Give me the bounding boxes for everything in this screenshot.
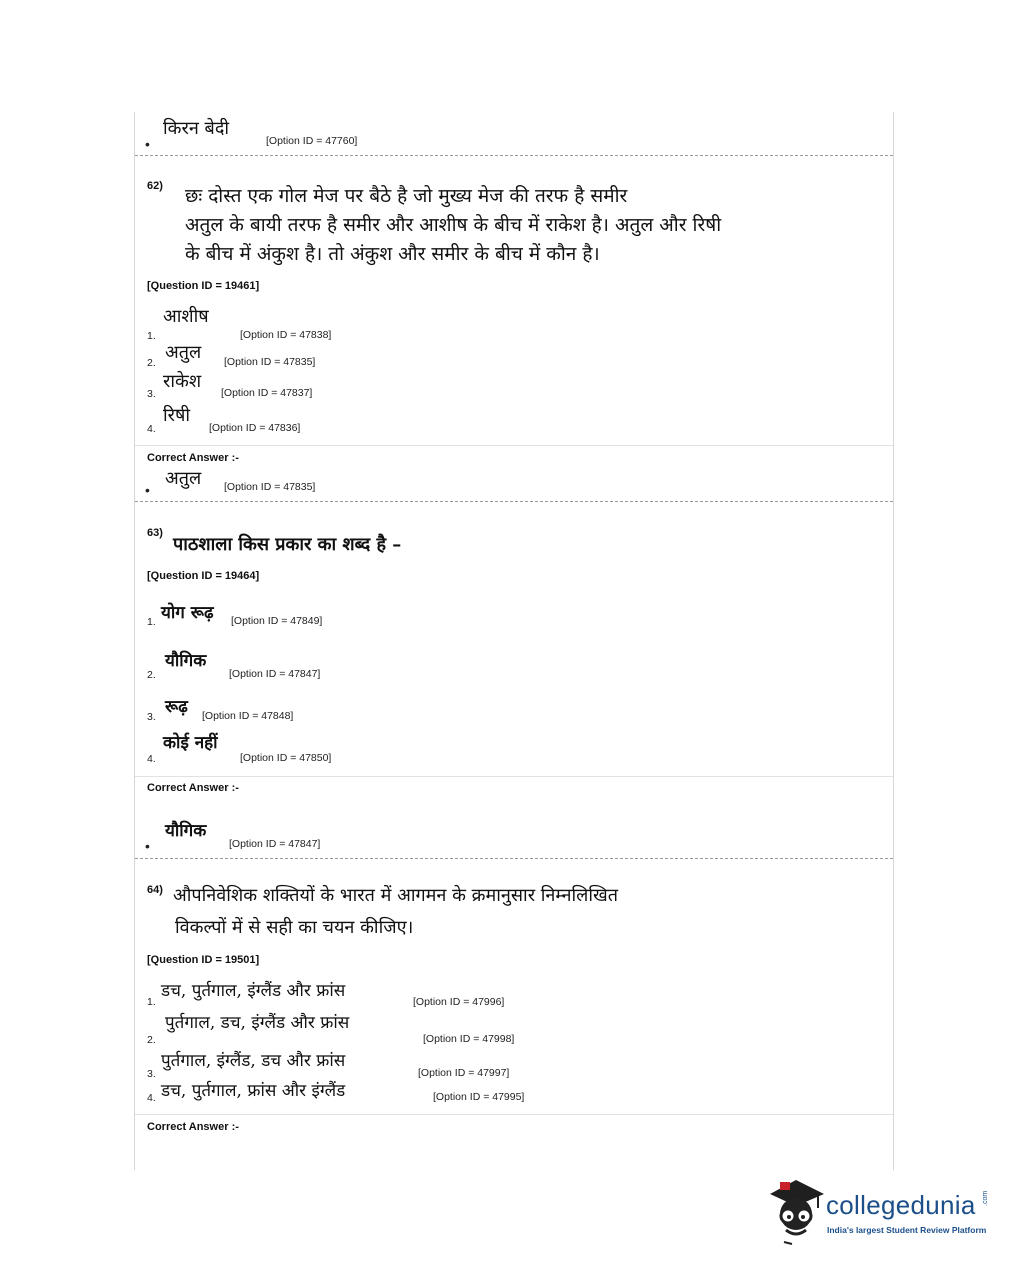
question-text: पाठशाला किस प्रकार का शब्द है – xyxy=(173,534,402,555)
option-number: 1. xyxy=(147,330,156,342)
correct-option-id: [Option ID = 47847] xyxy=(229,838,321,850)
option-number: 4. xyxy=(147,753,156,765)
correct-option-id: [Option ID = 47835] xyxy=(224,481,316,493)
option-id: [Option ID = 47997] xyxy=(418,1067,510,1079)
correct-option-text: अतुल xyxy=(165,468,202,489)
option-text: पुर्तगाल, इंग्लैंड, डच और फ्रांस xyxy=(161,1051,346,1071)
question-id: [Question ID = 19464] xyxy=(147,570,260,582)
question-line: के बीच में अंकुश है। तो अंकुश और समीर के बीच में कौन है। xyxy=(185,243,600,265)
option-number: 4. xyxy=(147,423,156,435)
divider xyxy=(135,858,893,859)
option-number: 1. xyxy=(147,616,156,628)
brand-suffix: .com xyxy=(982,1190,989,1206)
option-text: राकेश xyxy=(163,371,202,392)
option-text: डच, पुर्तगाल, फ्रांस और इंग्लैंड xyxy=(161,1081,346,1101)
document-page xyxy=(134,112,894,1170)
option-number: 2. xyxy=(147,357,156,369)
divider xyxy=(135,501,893,502)
bullet: • xyxy=(145,136,150,152)
correct-answer-label: Correct Answer :- xyxy=(147,782,239,794)
question-id: [Question ID = 19461] xyxy=(147,280,260,292)
option-text: आशीष xyxy=(163,306,209,327)
question-line: छः दोस्त एक गोल मेज पर बैठे है जो मुख्य मेज की तरफ है समीर xyxy=(185,185,628,207)
question-text xyxy=(185,182,721,269)
student-mascot-icon xyxy=(766,1176,828,1246)
option-id: [Option ID = 47849] xyxy=(231,615,323,627)
option-id: [Option ID = 47847] xyxy=(229,668,321,680)
option-id: [Option ID = 47995] xyxy=(433,1091,525,1103)
option-id: [Option ID = 47837] xyxy=(221,387,313,399)
option-id: [Option ID = 47998] xyxy=(423,1033,515,1045)
question-line: विकल्पों में से सही का चयन कीजिए। xyxy=(175,917,414,938)
option-id: [Option ID = 47996] xyxy=(413,996,505,1008)
option-text: योग रूढ़ xyxy=(161,603,214,623)
option-text: अतुल xyxy=(165,342,202,363)
option-text: रिषी xyxy=(163,405,191,426)
option-id: [Option ID = 47836] xyxy=(209,422,301,434)
option-text: डच, पुर्तगाल, इंग्लैंड और फ्रांस xyxy=(161,981,346,1001)
collegedunia-logo xyxy=(766,1176,996,1246)
option-text: पुर्तगाल, डच, इंग्लैंड और फ्रांस xyxy=(165,1013,350,1033)
option-number: 2. xyxy=(147,1034,156,1046)
option-id: [Option ID = 47850] xyxy=(240,752,332,764)
bullet: • xyxy=(145,838,150,854)
option-text: किरन बेदी xyxy=(163,118,230,139)
option-number: 1. xyxy=(147,996,156,1008)
divider xyxy=(135,155,893,156)
correct-answer-label: Correct Answer :- xyxy=(147,452,239,464)
option-id: [Option ID = 47838] xyxy=(240,329,332,341)
option-id: [Option ID = 47760] xyxy=(266,135,358,147)
question-text xyxy=(173,880,618,944)
option-number: 4. xyxy=(147,1092,156,1104)
divider xyxy=(135,776,893,777)
option-id: [Option ID = 47848] xyxy=(202,710,294,722)
question-number: 64) xyxy=(147,884,163,896)
option-text: यौगिक xyxy=(165,651,207,671)
correct-answer-label: Correct Answer :- xyxy=(147,1121,239,1133)
question-number: 63) xyxy=(147,527,163,539)
option-text: रूढ़ xyxy=(165,697,188,717)
question-line: औपनिवेशिक शक्तियों के भारत में आगमन के क्रमानुसार निम्नलिखित xyxy=(173,885,618,906)
option-text: कोई नहीं xyxy=(163,733,218,753)
option-number: 3. xyxy=(147,1068,156,1080)
option-number: 3. xyxy=(147,388,156,400)
divider xyxy=(135,445,893,446)
option-id: [Option ID = 47835] xyxy=(224,356,316,368)
question-line: अतुल के बायी तरफ है समीर और आशीष के बीच में राकेश है। अतुल और रिषी xyxy=(185,214,722,236)
brand-tagline: India's largest Student Review Platform xyxy=(827,1225,987,1235)
question-id: [Question ID = 19501] xyxy=(147,954,260,966)
bullet: • xyxy=(145,482,150,498)
divider xyxy=(135,1114,893,1115)
option-number: 2. xyxy=(147,669,156,681)
question-number: 62) xyxy=(147,180,163,192)
brand-name: collegedunia xyxy=(826,1190,976,1220)
option-number: 3. xyxy=(147,711,156,723)
correct-option-text: यौगिक xyxy=(165,821,207,841)
